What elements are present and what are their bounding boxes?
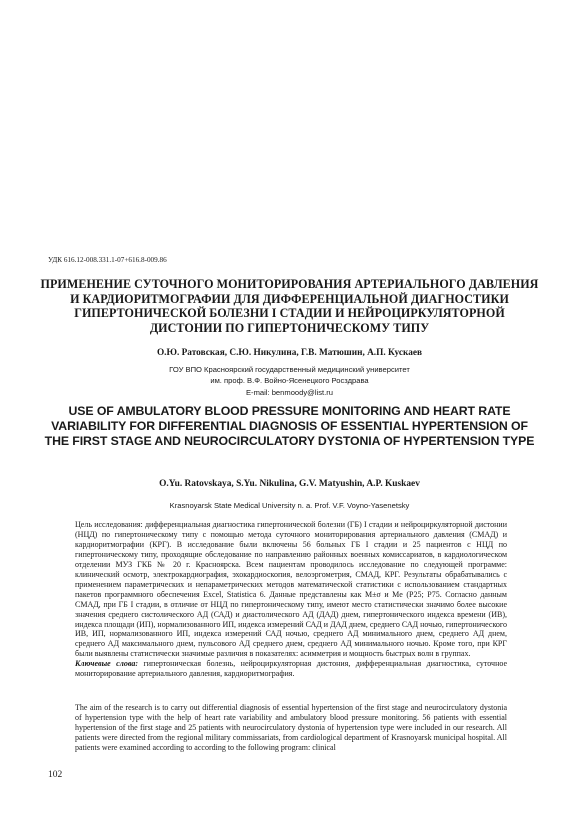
- article-title-english: USE OF AMBULATORY BLOOD PRESSURE MONITORING AND HEART RATE VARIABILITY FOR DIFFERENTIAL DIAGNOSIS OF ESSENTIAL HYPERTENSION OF THE FIRST STAGE AND NEUROCIRCULATORY DYSTONIA OF HYPERTENSION TYPE: [44, 404, 535, 448]
- abstract-text: Цель исследования: дифференциальная диагностика гипертонической болезни (ГБ) I стадии и нейроциркуляторной дистонии (НЦД) по гипертоническому типу с помощью метода суточного мониторирования артериального давления (СМАД) и кардиоритмографии (КРГ). В исследование были включены 56 больных ГБ I стадии и 25 пациентов с НЦД по гипертоническому типу, проходящие обследование по направлению районных военных комиссариатов, в кардиологическом отделении МУЗ ГКБ № 20 г. Красноярска. Всем пациентам проводилось исследование по следующей программе: клинический осмотр, электрокардиография, эхокардиоскопия, велоэргометрия, СМАД, КРГ. Результаты обрабатывались с применением параметрических и непараметрических методов математической статистики с использованием стандартных пакетов программного обеспечения Excel, Statistica 6. Данные представлены как M±σ и Me (P25; P75. Согласно данным СМАД, при ГБ I стадии, в отличие от НЦД по гипертоническому типу, имеют место статистически значимо более высокие значения среднего систолического АД (САД) и диастолического АД (ДАД) днем, гипертонического индекса времени (ИВ), индекса площади (ИП), нормализованного ИП, индекса измерений САД и ДАД днем, среднего САД ночью, гипертонического ИВ, ИП, нормализованного ИП, индекса измерений САД ночью, среднего АД минимального днем, среднего АД днем, среднего АД максимального днем, пульсового АД среднего днем, среднего АД минимального ночью. Кроме того, при КРГ были выявлены статистически значимые различия в показателях: асимметрия и мощность быстрых волн в группах.: [75, 520, 507, 659]
- abstract-english: The aim of the research is to carry out differential diagnosis of essential hypertension of the first stage and neurocirculatory dystonia of hypertension type with the help of heart rate variability and ambulatory blood pressure monitoring. 56 patients with essential hypertension of the first stage and 25 patients with neurocirculatory dystonia of hypertension type were included in our research. All patients were directed from the regional military commissariats, from cardiological department of Krasnoyarsk municipal hospital. All patients were examined according to according to the following program: clinical: [75, 703, 507, 752]
- authors-russian: О.Ю. Ратовская, С.Ю. Никулина, Г.В. Матюшин, А.П. Кускаев: [156, 348, 423, 358]
- keywords-text: гипертоническая болезнь, нейроциркуляторная дистония, дифференциальная диагностика, суточное мониторирование артериального давления, кардиоритмография.: [75, 659, 508, 679]
- keywords: [75, 659, 507, 679]
- page-number: 102: [48, 770, 63, 780]
- affiliation-line: им. проф. В.Ф. Войно-Ясенецкого Росздрава: [210, 376, 369, 386]
- affiliation-english: Krasnoyarsk State Medical University n. a. Prof. V.F. Voyno-Yasenetsky: [169, 501, 410, 510]
- abstract-russian: [75, 520, 507, 679]
- affiliation-russian: [40, 364, 539, 398]
- article-title-russian: ПРИМЕНЕНИЕ СУТОЧНОГО МОНИТОРИРОВАНИЯ АРТЕРИАЛЬНОГО ДАВЛЕНИЯ И КАРДИОРИТМОГРАФИИ ДЛЯ ДИФФЕРЕНЦИАЛЬНОЙ ДИАГНОСТИКИ ГИПЕРТОНИЧЕСКОЙ БОЛЕЗНИ I СТАДИИ И НЕЙРОЦИРКУЛЯТОРНОЙ ДИСТОНИИ ПО ГИПЕРТОНИЧЕСКОМУ ТИПУ: [40, 277, 539, 335]
- authors-english: O.Yu. Ratovskaya, S.Yu. Nikulina, G.V. Matyushin, A.P. Kuskaev: [159, 479, 420, 489]
- keywords-label: Ключевые слова:: [75, 659, 138, 669]
- affiliation-line: ГОУ ВПО Красноярский государственный медицинский университет: [169, 365, 410, 374]
- email-line: E-mail: benmoody@list.ru: [245, 387, 334, 397]
- udk-code: УДК 616.12-008.331.1-07+616.8-009.86: [48, 256, 167, 264]
